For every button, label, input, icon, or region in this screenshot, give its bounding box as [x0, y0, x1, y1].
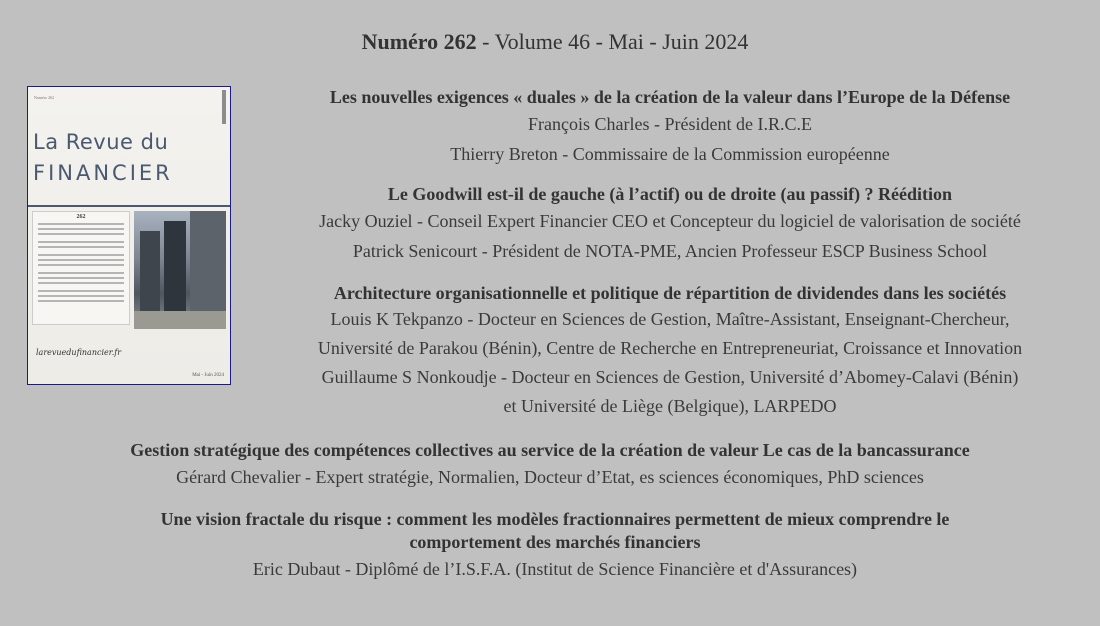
issue-number: Numéro 262 — [361, 29, 477, 54]
cover-image[interactable] — [27, 86, 231, 385]
article-title-line1[interactable]: Une vision fractale du risque : comment les modèles fractionnaires permettent de mieux comprendre le — [160, 509, 950, 529]
article-5 — [0, 508, 1100, 584]
cover-rule — [28, 205, 230, 207]
cover-website: larevuedufinancier.fr — [36, 348, 122, 357]
article-author: Louis K Tekpanzo - Docteur en Sciences de Gestion, Maître-Assistant, Enseignant-Chercheur, — [330, 309, 1010, 329]
article-title[interactable]: Architecture organisationnelle et politique de répartition de dividendes dans les sociétés — [333, 283, 1007, 303]
toc-line — [38, 228, 124, 230]
toc-line — [38, 223, 124, 225]
article-2 — [240, 183, 1100, 266]
issue-volume-date: - Volume 46 - Mai - Juin 2024 — [476, 29, 749, 54]
cover-title-line1: La Revue du — [33, 130, 169, 154]
toc-line — [38, 264, 124, 266]
article-title-line2[interactable]: comportement des marchés financiers — [409, 532, 701, 552]
article-title[interactable]: Les nouvelles exigences « duales » de la création de la valeur dans l’Europe de la Défense — [329, 87, 1011, 107]
toc-line — [38, 277, 124, 279]
building-shape — [190, 211, 226, 311]
cover-photo — [134, 211, 226, 329]
article-author: et Université de Liège (Belgique), LARPEDO — [503, 396, 837, 416]
cover-toc — [32, 211, 130, 325]
ground-shape — [134, 311, 226, 329]
article-4 — [0, 439, 1100, 492]
article-author: Université de Parakou (Bénin), Centre de Recherche en Entrepreneuriat, Croissance et Innovation — [317, 338, 1023, 358]
article-author: François Charles - Président de I.R.C.E — [528, 114, 812, 134]
toc-line — [38, 254, 124, 256]
cover-side-bar — [222, 90, 226, 124]
article-author: Gérard Chevalier - Expert stratégie, Normalien, Docteur d’Etat, es sciences économiques, PhD sciences — [176, 467, 924, 487]
toc-line — [38, 246, 124, 248]
article-1 — [240, 86, 1100, 169]
toc-line — [38, 272, 124, 274]
cover-title-line2: FINANCIER — [33, 161, 173, 185]
building-shape — [164, 221, 186, 311]
toc-line — [38, 290, 124, 292]
article-author: Thierry Breton - Commissaire de la Commission européenne — [450, 144, 890, 164]
toc-line — [38, 300, 124, 302]
article-author: Guillaume S Nonkoudje - Docteur en Sciences de Gestion, Université d’Abomey-Calavi (Bénin) — [321, 367, 1019, 387]
issue-header — [0, 29, 1100, 55]
article-title[interactable]: Le Goodwill est-il de gauche (à l’actif) ou de droite (au passif) ? Réédition — [387, 184, 953, 204]
toc-line — [38, 282, 124, 284]
cover-top-label: Numéro 262 — [34, 95, 55, 100]
article-author: Eric Dubaut - Diplômé de l’I.S.F.A. (Institut de Science Financière et d'Assurances) — [252, 559, 858, 579]
toc-line — [38, 295, 124, 297]
toc-line — [38, 259, 124, 261]
article-author: Jacky Ouziel - Conseil Expert Financier CEO et Concepteur du logiciel de valorisation de société — [319, 211, 1021, 231]
cover-date: Mai - Juin 2024 — [192, 373, 224, 378]
article-author: Patrick Senicourt - Président de NOTA-PME, Ancien Professeur ESCP Business School — [352, 241, 988, 261]
toc-line — [38, 241, 124, 243]
cover-issue-number: 262 — [76, 214, 86, 220]
article-title[interactable]: Gestion stratégique des compétences collectives au service de la création de valeur Le cas de la bancassurance — [130, 440, 970, 460]
building-shape — [140, 231, 160, 311]
toc-line — [38, 233, 124, 235]
article-3 — [240, 282, 1100, 421]
